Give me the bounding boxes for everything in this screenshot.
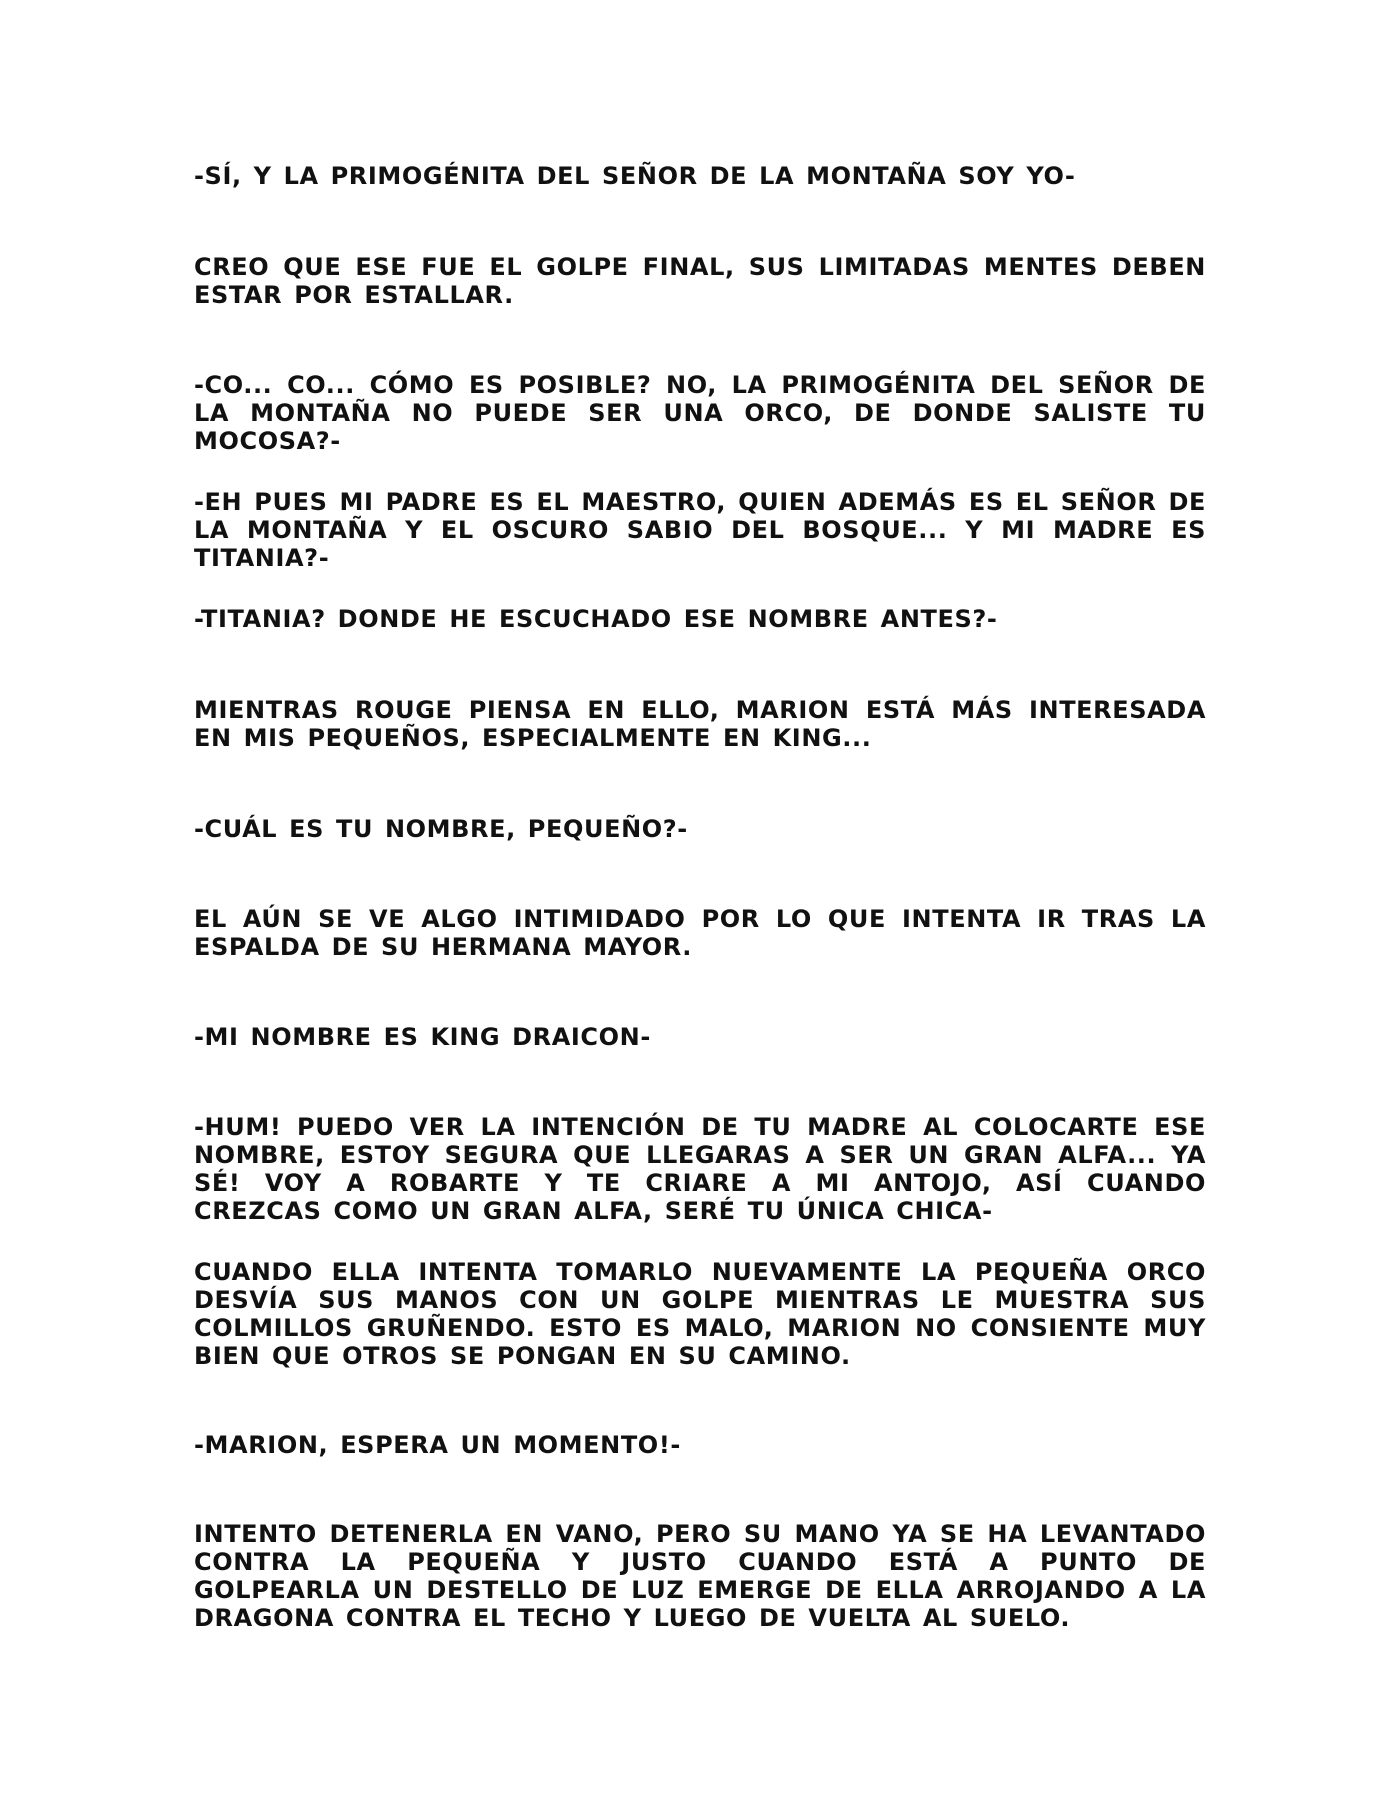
paragraph-8: EL AÚN SE VE ALGO INTIMIDADO POR LO QUE INTENTA IR TRAS LA ESPALDA DE SU HERMANA MAYOR. [194,905,1206,961]
paragraph-10: -HUM! PUEDO VER LA INTENCIÓN DE TU MADRE AL COLOCARTE ESE NOMBRE, ESTOY SEGURA QUE LLEGARAS A SER UN GRAN ALFA... YA SÉ! VOY A ROBARTE Y TE CRIARE A MI ANTOJO, ASÍ CUANDO CREZCAS COMO UN GRAN ALFA, SERÉ TU ÚNICA CHICA- [194,1113,1206,1225]
paragraph-11: CUANDO ELLA INTENTA TOMARLO NUEVAMENTE LA PEQUEÑA ORCO DESVÍA SUS MANOS CON UN GOLPE MIENTRAS LE MUESTRA SUS COLMILLOS GRUÑENDO. ESTO ES MALO, MARION NO CONSIENTE MUY BIEN QUE OTROS SE PONGAN EN SU CAMINO. [194,1258,1206,1370]
paragraph-13: INTENTO DETENERLA EN VANO, PERO SU MANO YA SE HA LEVANTADO CONTRA LA PEQUEÑA Y JUSTO CUANDO ESTÁ A PUNTO DE GOLPEARLA UN DESTELLO DE LUZ EMERGE DE ELLA ARROJANDO A LA DRAGONA CONTRA EL TECHO Y LUEGO DE VUELTA AL SUELO. [194,1520,1206,1632]
paragraph-2: CREO QUE ESE FUE EL GOLPE FINAL, SUS LIMITADAS MENTES DEBEN ESTAR POR ESTALLAR. [194,253,1206,309]
paragraph-7: -CUÁL ES TU NOMBRE, PEQUEÑO?- [194,815,688,843]
paragraph-9: -MI NOMBRE ES KING DRAICON- [194,1023,651,1051]
paragraph-6: MIENTRAS ROUGE PIENSA EN ELLO, MARION ESTÁ MÁS INTERESADA EN MIS PEQUEÑOS, ESPECIALMENTE EN KING... [194,696,1206,752]
paragraph-3: -CO... CO... CÓMO ES POSIBLE? NO, LA PRIMOGÉNITA DEL SEÑOR DE LA MONTAÑA NO PUEDE SER UNA ORCO, DE DONDE SALISTE TU MOCOSA?- [194,371,1206,455]
paragraph-4: -EH PUES MI PADRE ES EL MAESTRO, QUIEN ADEMÁS ES EL SEÑOR DE LA MONTAÑA Y EL OSCURO SABIO DEL BOSQUE... Y MI MADRE ES TITANIA?- [194,488,1206,572]
paragraph-1: -SÍ, Y LA PRIMOGÉNITA DEL SEÑOR DE LA MONTAÑA SOY YO- [194,162,1076,190]
paragraph-12: -MARION, ESPERA UN MOMENTO!- [194,1431,681,1459]
paragraph-5: -TITANIA? DONDE HE ESCUCHADO ESE NOMBRE ANTES?- [194,605,998,633]
